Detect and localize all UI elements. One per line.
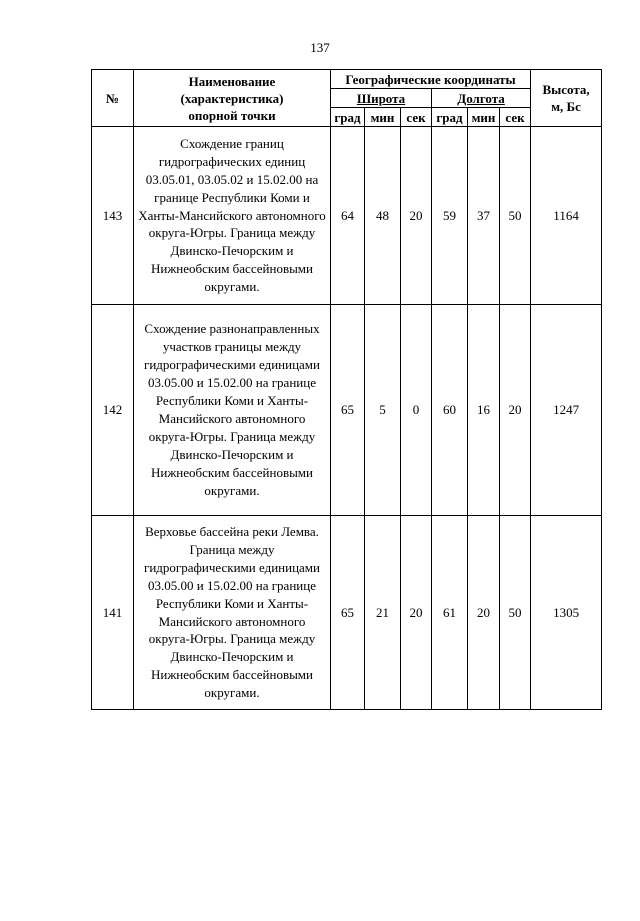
row-description: Схождение границ гидрографических единиц 03.05.01, 03.05.02 и 15.02.00 на границе Республики Коми и Ханты-Мансийского автономного округа-Югры. Граница между Двинско-Печорским и Нижнеобским бассейновыми округами.: [134, 127, 331, 305]
lat-deg-value: 65: [331, 305, 365, 516]
table-row: [92, 127, 602, 305]
height-value: 1247: [531, 305, 602, 516]
lat-min-value: 48: [365, 127, 401, 305]
table-row: [92, 516, 602, 710]
row-number: 142: [92, 305, 134, 516]
header-height-line1: Высота,: [542, 82, 590, 97]
page-number: 137: [310, 40, 330, 55]
header-name-line2: (характеристика): [180, 90, 284, 106]
header-longitude: [432, 89, 531, 108]
height-value: 1164: [531, 127, 602, 305]
header-lon-min: мин: [468, 108, 500, 127]
header-latitude: [331, 89, 432, 108]
lon-sec-value: 20: [500, 305, 531, 516]
lon-sec-value: 50: [500, 127, 531, 305]
lat-sec-value: 20: [401, 127, 432, 305]
header-height-line2: м, Бс: [551, 99, 581, 114]
lon-deg-value: 60: [432, 305, 468, 516]
row-number: 143: [92, 127, 134, 305]
header-lon-deg: град: [432, 108, 468, 127]
lat-deg-value: 64: [331, 127, 365, 305]
lon-sec-value: 50: [500, 516, 531, 710]
table-row: [92, 305, 602, 516]
lon-min-value: 20: [468, 516, 500, 710]
header-latitude-label: Широта: [356, 90, 406, 106]
row-number: 141: [92, 516, 134, 710]
header-name-line3: опорной точки: [188, 107, 276, 123]
lon-deg-value: 61: [432, 516, 468, 710]
lat-sec-value: 20: [401, 516, 432, 710]
lon-min-value: 37: [468, 127, 500, 305]
lat-deg-value: 65: [331, 516, 365, 710]
coordinates-table: [91, 69, 602, 710]
lat-sec-value: 0: [401, 305, 432, 516]
lat-min-value: 21: [365, 516, 401, 710]
height-value: 1305: [531, 516, 602, 710]
header-height: [531, 70, 602, 127]
header-lat-sec: сек: [401, 108, 432, 127]
header-geo-coordinates: Географические координаты: [331, 70, 531, 89]
lon-deg-value: 59: [432, 127, 468, 305]
lon-min-value: 16: [468, 305, 500, 516]
header-lon-sec: сек: [500, 108, 531, 127]
row-description: Верховье бассейна реки Лемва. Граница между гидрографическими единицами 03.05.00 и 15.02.00 на границе Республики Коми и Ханты-Мансийского автономного округа-Югры. Граница между Двинско-Печорским и Нижнеобским бассейновыми округами.: [134, 516, 331, 710]
header-longitude-label: Долгота: [457, 90, 505, 106]
header-lat-deg: град: [331, 108, 365, 127]
header-row-1: [92, 70, 602, 89]
header-lat-min: мин: [365, 108, 401, 127]
header-name: [134, 70, 331, 127]
header-number: №: [92, 70, 134, 127]
lat-min-value: 5: [365, 305, 401, 516]
row-description: Схождение разнонаправленных участков границы между гидрографическими единицами 03.05.00 и 15.02.00 на границе Республики Коми и Ханты-Мансийского автономного округа-Югры. Граница между Двинско-Печорским и Нижнеобским бассейновыми округами.: [134, 305, 331, 516]
header-name-line1: Наименование: [188, 73, 276, 89]
